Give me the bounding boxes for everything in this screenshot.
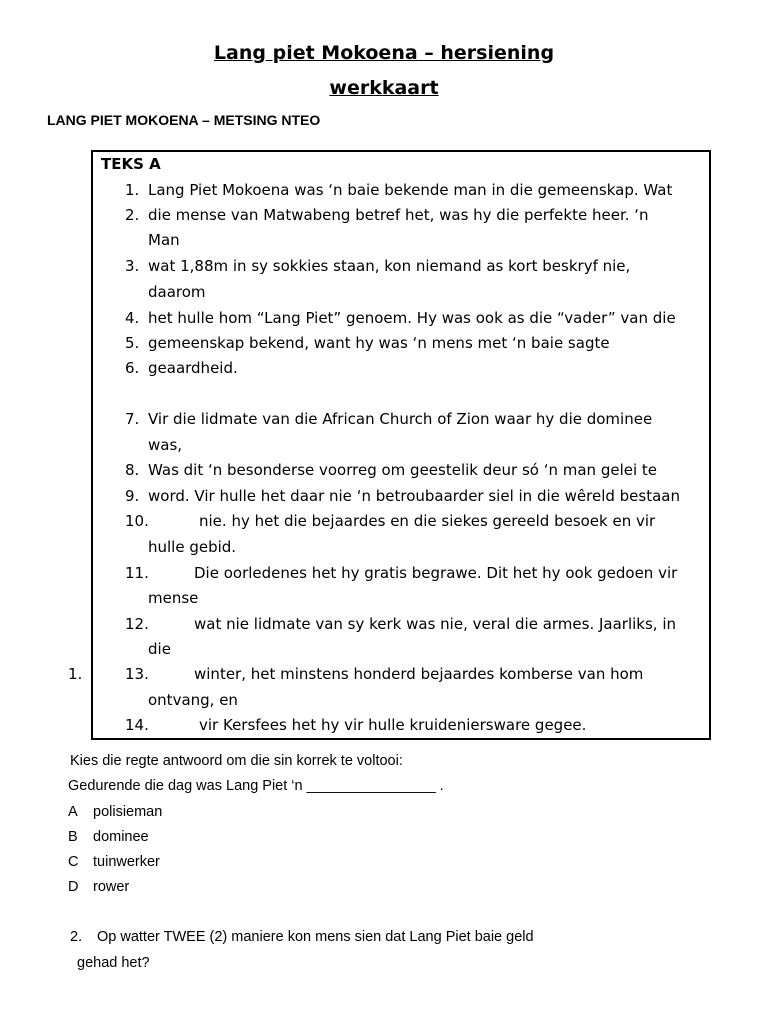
text-line: wat nie lidmate van sy kerk was nie, veral die armes. Jaarliks, in: [194, 615, 676, 633]
text-line: ontvang, en: [148, 691, 238, 709]
text-line: die mense van Matwabeng betref het, was hy die perfekte heer. ‘n: [148, 206, 649, 224]
line-number: 10.: [125, 512, 149, 530]
option-letter: B: [68, 829, 78, 845]
text-line: word. Vir hulle het daar nie ‘n betroubaarder siel in die wêreld bestaan: [148, 487, 681, 505]
line-number: 14.: [125, 716, 149, 734]
line-number: 1.: [125, 181, 140, 199]
worksheet-title: Lang piet Mokoena – hersiening: [213, 42, 555, 64]
line-number: 11.: [125, 564, 149, 582]
line-number: 9.: [125, 487, 140, 505]
text-line: Man: [148, 231, 180, 249]
question-1-instruction: Kies die regte antwoord om die sin korrek te voltooi:: [70, 753, 403, 769]
question-1-stem: Gedurende die dag was Lang Piet ‘n ________________ .: [68, 778, 444, 794]
option-letter: A: [68, 804, 78, 820]
text-line: nie. hy het die bejaardes en die siekes gereeld besoek en vir: [199, 512, 656, 530]
text-line: Was dit ‘n besonderse voorreg om geestelik deur só ‘n man gelei te: [148, 461, 658, 479]
line-number: 5.: [125, 334, 140, 352]
question-1-number: 1.: [68, 665, 83, 683]
line-number: 7.: [125, 410, 140, 428]
option-letter: D: [68, 879, 79, 895]
text-line: Lang Piet Mokoena was ‘n baie bekende man in die gemeenskap. Wat: [148, 181, 673, 199]
text-line: winter, het minstens honderd bejaardes komberse van hom: [194, 665, 644, 683]
text-line: wat 1,88m in sy sokkies staan, kon niemand as kort beskryf nie,: [148, 257, 631, 275]
question-2-number: 2.: [70, 929, 83, 945]
section-subtitle: LANG PIET MOKOENA – METSING NTEO: [47, 112, 321, 128]
text-a-box: [91, 150, 711, 740]
line-number: 6.: [125, 359, 140, 377]
option-text: tuinwerker: [93, 854, 160, 870]
text-line: Die oorledenes het hy gratis begrawe. Dit het hy ook gedoen vir: [194, 564, 678, 582]
text-line: mense: [148, 589, 199, 607]
text-line: geaardheid.: [148, 359, 238, 377]
line-number: 12.: [125, 615, 149, 633]
text-line: was,: [148, 436, 183, 454]
text-line: Vir die lidmate van die African Church of Zion waar hy die dominee: [148, 410, 653, 428]
question-2-text-line2: gehad het?: [77, 955, 150, 971]
option-text: dominee: [93, 829, 149, 845]
text-line: gemeenskap bekend, want hy was ‘n mens met ‘n baie sagte: [148, 334, 610, 352]
text-line: het hulle hom “Lang Piet” genoem. Hy was ook as die “vader” van die: [148, 309, 676, 327]
line-number: 4.: [125, 309, 140, 327]
question-2-text: Op watter TWEE (2) maniere kon mens sien dat Lang Piet baie geld: [97, 929, 534, 945]
line-number: 13.: [125, 665, 149, 683]
option-letter: C: [68, 854, 79, 870]
option-text: polisieman: [93, 804, 163, 820]
text-line: vir Kersfees het hy vir hulle kruideniersware gegee.: [199, 716, 587, 734]
text-line: die: [148, 640, 171, 658]
worksheet-title-line2: werkkaart: [329, 77, 439, 99]
line-number: 3.: [125, 257, 140, 275]
text-line: daarom: [148, 283, 206, 301]
text-line: hulle gebid.: [148, 538, 237, 556]
line-number: 8.: [125, 461, 140, 479]
line-number: 2.: [125, 206, 140, 224]
option-text: rower: [93, 879, 130, 895]
text-a-heading: TEKS A: [101, 155, 161, 173]
